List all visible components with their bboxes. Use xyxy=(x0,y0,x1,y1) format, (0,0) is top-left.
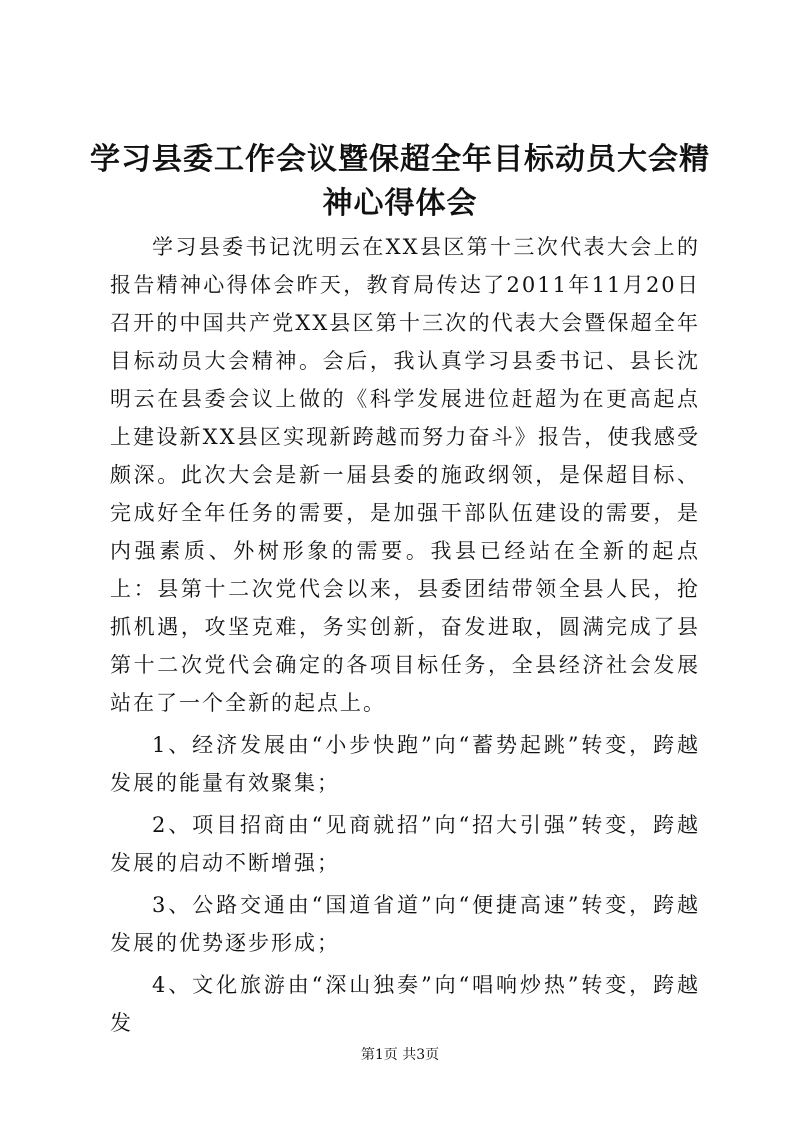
document-body xyxy=(110,228,700,1046)
page-number-footer: 第1页 共3页 xyxy=(360,1047,440,1063)
paragraph-point-4: 4、文化旅游由“深山独奏”向“唱响炒热”转变，跨越发 xyxy=(110,973,700,1035)
paragraph-point-3: 3、公路交通由“国道省道”向“便捷高速”转变，跨越发展的优势逐步形成； xyxy=(110,893,700,955)
paragraph-intro: 学习县委书记沈明云在XX县区第十三次代表大会上的报告精神心得体会昨天，教育局传达了2011年11月20日召开的中国共产党XX县区第十三次的代表大会暨保超全年目标动员大会精神。会后，我认真学习县委书记、县长沈明云在县委会议上做的《科学发展进位赶超为在更高起点上建设新XX县区实现新跨越而努力奋斗》报告，使我感受颇深。此次大会是新一届县委的施政纲领，是保超目标、完成好全年任务的需要，是加强干部队伍建设的需要，是内强素质、外树形象的需要。我县已经站在全新的起点上：县第十二次党代会以来，县委团结带领全县人民，抢抓机遇，攻坚克难，务实创新，奋发进取，圆满完成了县第十二次党代会确定的各项目标任务，全县经济社会发展站在了一个全新的起点上。 xyxy=(110,235,700,715)
paragraph-point-1: 1、经济发展由“小步快跑”向“蓄势起跳”转变，跨越发展的能量有效聚集； xyxy=(110,733,700,795)
document-title: 学习县委工作会议暨保超全年目标动员大会精神心得体会 xyxy=(90,142,710,221)
paragraph-point-2: 2、项目招商由“见商就招”向“招大引强”转变，跨越发展的启动不断增强； xyxy=(110,813,700,875)
